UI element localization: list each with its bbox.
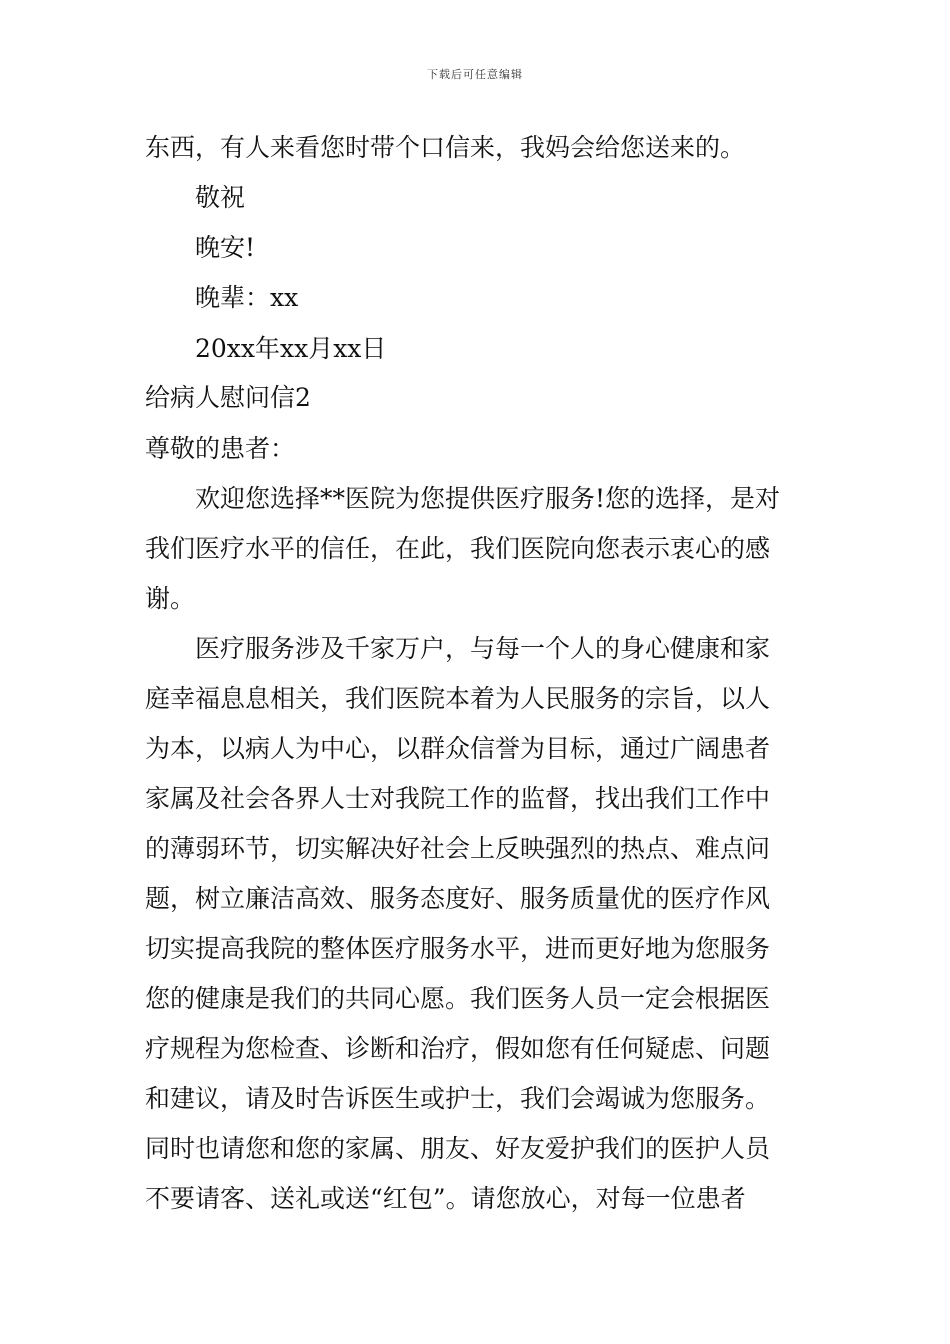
body-line: 谢。 (145, 584, 196, 613)
body-line: 庭幸福息息相关，我们医院本着为人民服务的宗旨，以人 (145, 684, 771, 713)
body-line: 疗规程为您检查、诊断和治疗，假如您有任何疑虑、问题 (145, 1034, 771, 1063)
body-line: 不要请客、送礼或送“红包”。请您放心，对每一位患者 (145, 1184, 746, 1213)
body-line: 您的健康是我们的共同心愿。我们医务人员一定会根据医 (145, 984, 771, 1013)
body-line: 题，树立廉洁高效、服务态度好、服务质量优的医疗作风 (145, 884, 771, 913)
body-line: 的薄弱环节，切实解决好社会上反映强烈的热点、难点问 (145, 834, 771, 863)
body-line: 同时也请您和您的家属、朋友、好友爱护我们的医护人员 (145, 1134, 771, 1163)
section-title: 给病人慰问信2 (145, 383, 311, 412)
body-line: 切实提高我院的整体医疗服务水平，进而更好地为您服务 (145, 934, 771, 963)
closing-salutation: 敬祝 (195, 183, 246, 212)
signature: 晚辈：xx (195, 283, 299, 312)
date-line: 20xx年xx月xx日 (195, 334, 387, 363)
greeting: 尊敬的患者： (145, 434, 296, 463)
body-line: 欢迎您选择**医院为您提供医疗服务!您的选择，是对 (195, 484, 781, 513)
body-line: 医疗服务涉及千家万户，与每一个人的身心健康和家 (195, 634, 771, 663)
body-line: 和建议，请及时告诉医生或护士，我们会竭诚为您服务。 (145, 1084, 771, 1113)
closing-wish: 晚安! (195, 233, 256, 262)
body-line: 我们医疗水平的信任，在此，我们医院向您表示衷心的感 (145, 534, 771, 563)
body-line: 为本，以病人为中心，以群众信誉为目标，通过广阔患者 (145, 734, 771, 763)
body-line: 东西，有人来看您时带个口信来，我妈会给您送来的。 (145, 133, 746, 162)
page-header: 下载后可任意编辑 (427, 68, 523, 81)
body-line: 家属及社会各界人士对我院工作的监督，找出我们工作中 (145, 784, 771, 813)
